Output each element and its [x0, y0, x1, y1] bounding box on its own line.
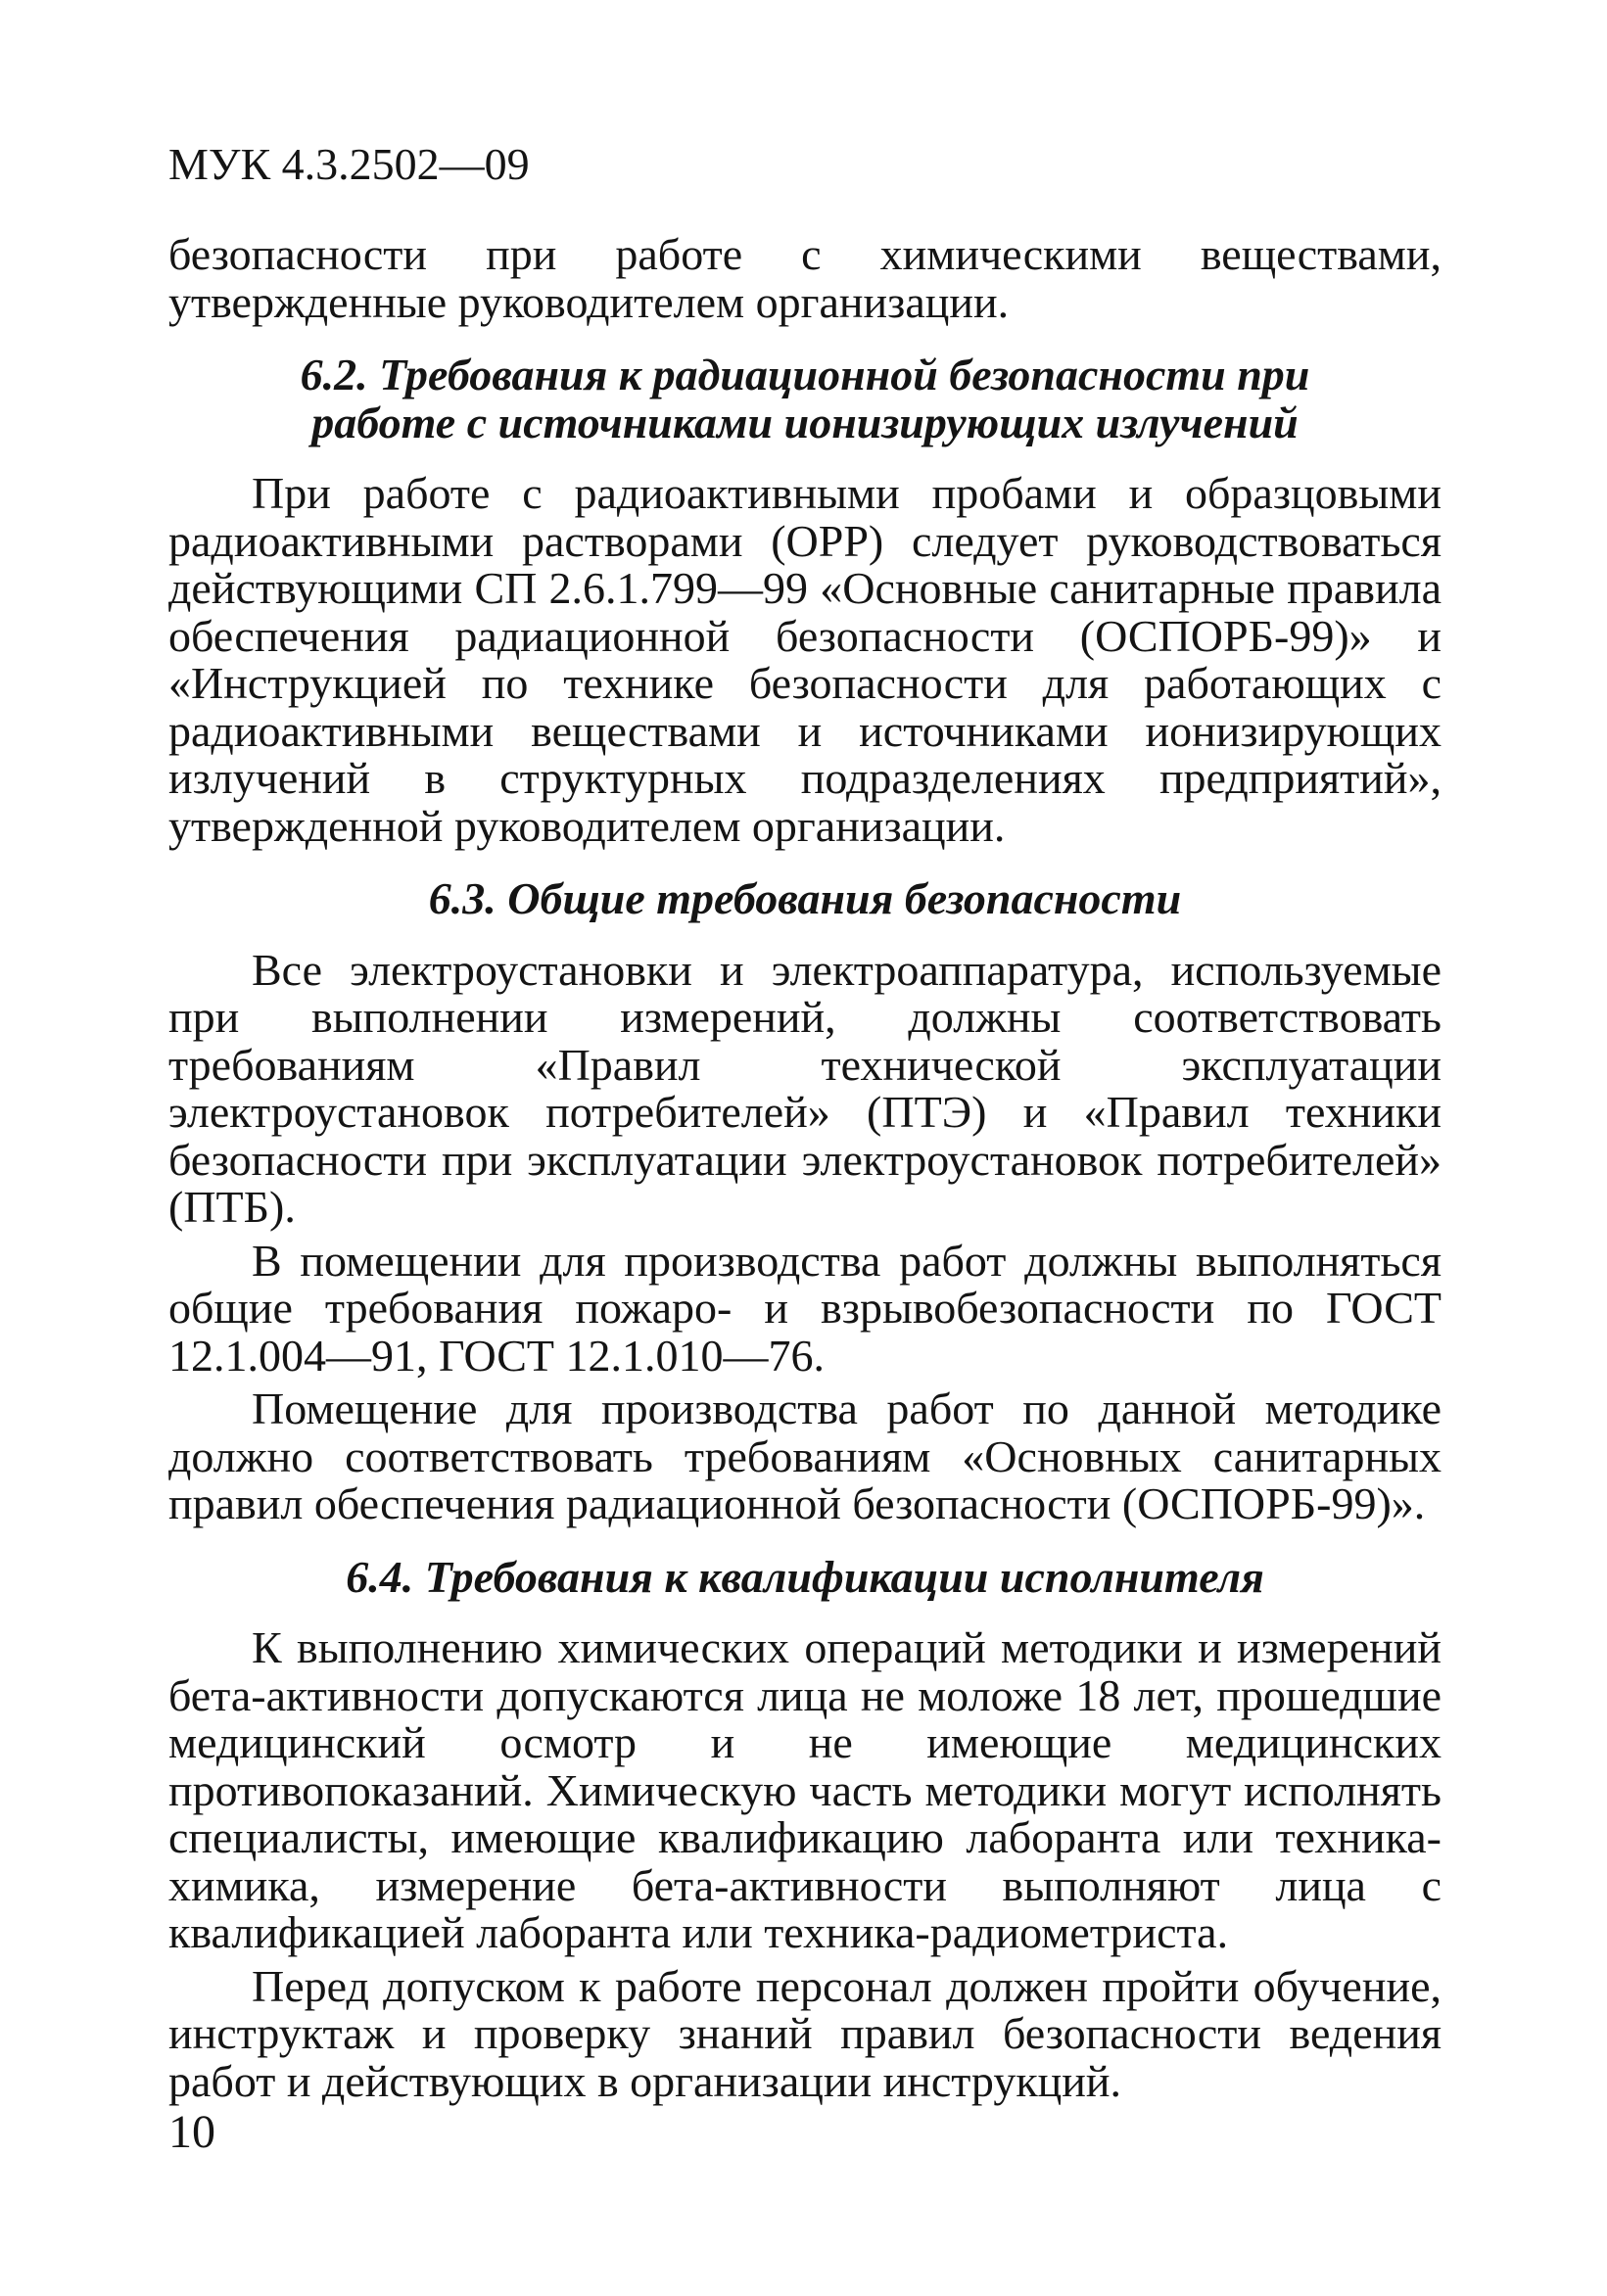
section-6-3-heading: 6.3. Общие требования безопасности [428, 873, 1182, 923]
document-code: МУК 4.3.2502—09 [168, 139, 530, 189]
intro-paragraph: безопасности при работе с химическими веществами, утвержденные руководителем организации. [168, 229, 1442, 327]
section-6-3-paragraph-3: Помещение для производства работ по данной методике должно соответствовать требованиям «Основных санитарных правил обеспечения радиационной безопасности (ОСПОРБ-99)». [168, 1383, 1442, 1528]
section-6-4-heading: 6.4. Требования к квалификации исполнителя [346, 1551, 1264, 1602]
section-6-3-paragraph-1: Все электроустановки и электроаппаратура, используемые при выполнении измерений, должны соответствовать требованиям «Правил технической эксплуатации электроустановок потребителей» (ПТЭ) и «Правил техники безопасности при эксплуатации электроустановок потребителей» (ПТБ). [168, 944, 1442, 1232]
section-6-4-paragraph-1: К выполнению химических операций методики и измерений бета-активности допускаются лица не моложе 18 лет, прошедшие медицинский осмотр и не имеющие медицинских противопоказаний. Химическую часть методики могут исполнять специалисты, имеющие квалификацию лаборанта или техника-химика, измерение бета-активности выполняют лица с квалификацией лаборанта или техника-радиометриста. [168, 1622, 1442, 1957]
section-6-2-paragraph: При работе с радиоактивными пробами и образцовыми радиоактивными растворами (ОРР) следует руководствоваться действующими СП 2.6.1.799—99 «Основные санитарные правила обеспечения радиационной безопасности (ОСПОРБ-99)» и «Инструкцией по технике безопасности для работающих с радиоактивными веществами и источниками ионизирующих излучений в структурных подразделениях предприятий», утвержденной руководителем организации. [168, 468, 1442, 851]
section-6-2-heading: 6.2. Требования к радиационной безопасности при работе с источниками ионизирующих излучений [300, 350, 1310, 447]
section-6-4-paragraph-2: Перед допуском к работе персонал должен пройти обучение, инструктаж и проверку знаний правил безопасности ведения работ и действующих в организации инструкций. [168, 1960, 1442, 2106]
page-body [168, 231, 1442, 2105]
page-number: 10 [168, 2106, 215, 2158]
section-6-3-paragraph-2: В помещении для производства работ должны выполняться общие требования пожаро- и взрывобезопасности по ГОСТ 12.1.004—91, ГОСТ 12.1.010—76. [168, 1235, 1442, 1381]
